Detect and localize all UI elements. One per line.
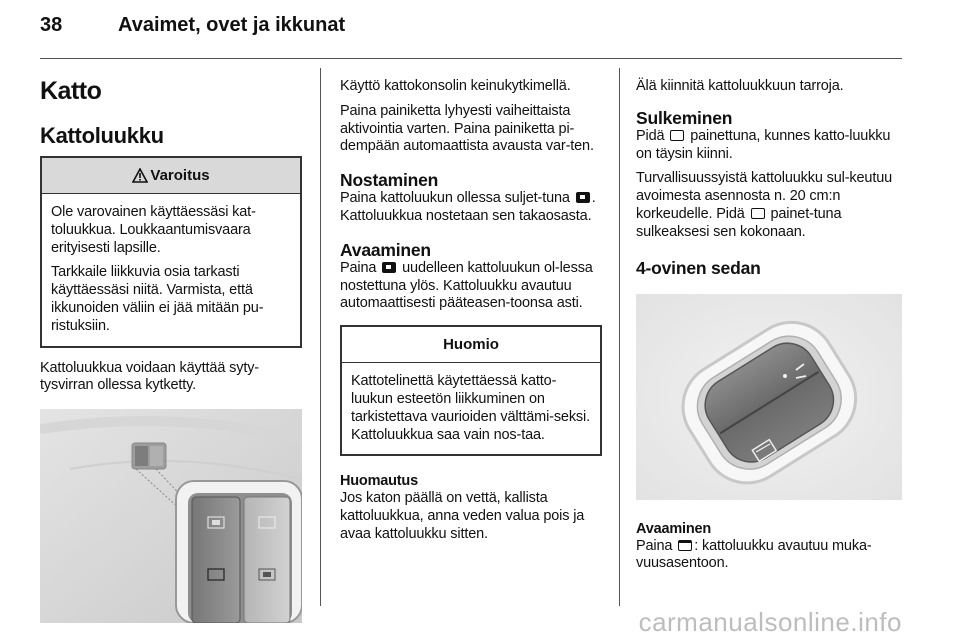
sedan-switch-photo [636, 294, 902, 500]
chapter-title: Avaimet, ovet ja ikkunat [118, 14, 346, 36]
section-subtitle: Kattoluukku [40, 123, 164, 148]
warning-box [40, 156, 302, 348]
paragraph: Älä kiinnitä kattoluukkuun tarroja. [636, 78, 844, 94]
note-text: Kattotelinettä käytettäessä katto-luukun esteetön liikkuminen on tarkistettava vaurioiden välttämi-seksi. Kattoluukkua saa vain nos-taa. [351, 373, 590, 443]
column-2 [340, 68, 602, 544]
paragraph: Pidä [636, 127, 665, 144]
paragraph: Paina painiketta lyhyesti vaiheittaista aktivointia varten. Paina painiketta pi-dempään automaattista avausta var-ten. [340, 102, 594, 155]
paragraph: : kattoluukku avautuu muka-vuusasentoon. [636, 537, 872, 572]
note-label: Huomio [443, 336, 499, 354]
warning-icon [132, 168, 148, 183]
column-3 [636, 68, 902, 573]
paragraph: Kattoluukkua voidaan käyttää syty-tysvirran ollessa kytketty. [40, 359, 259, 394]
paragraph: Paina [340, 259, 377, 276]
subheading-lift: Nostaminen [340, 170, 439, 191]
sunroof-tilt-icon [576, 192, 590, 203]
note-header [342, 327, 600, 363]
paragraph: Käyttö kattokonsolin keinukytkimellä. [340, 78, 571, 94]
subheading-open: Avaaminen [340, 239, 431, 260]
warning-header [42, 158, 300, 194]
sunroof-tilt-icon [382, 262, 396, 273]
page-header [40, 14, 345, 44]
watermark: carmanualsonline.info [638, 607, 902, 637]
sunroof-close-icon [670, 130, 684, 141]
paragraph: Paina [636, 537, 673, 554]
paragraph: uudelleen kattoluukun ol-lessa nostettuna ylös. Kattoluukku avautuu automaattisesti pääteasen-toonsa asti. [340, 259, 593, 312]
subheading-open-2: Avaaminen [636, 520, 712, 537]
subheading-close: Sulkeminen [636, 107, 733, 128]
warning-label: Varoitus [150, 167, 210, 184]
column-1 [40, 68, 302, 623]
roof-console-photo [40, 409, 302, 623]
page-number: 38 [40, 14, 63, 36]
paragraph: painettuna, kunnes katto-luukku on täysin kiinni. [636, 127, 891, 162]
note-box [340, 325, 602, 456]
column-divider [619, 68, 620, 606]
paragraph: Paina kattoluukun ollessa suljet-tuna [340, 190, 570, 207]
sunroof-close-icon [751, 208, 765, 219]
sunroof-comfort-icon [678, 540, 692, 551]
header-divider [40, 58, 902, 59]
paragraph: . Kattoluukkua nostetaan sen takaosasta. [340, 190, 596, 224]
subheading-sedan: 4-ovinen sedan [636, 257, 761, 278]
warning-text: Tarkkaile liikkuvia osia tarkasti käyttäessäsi niitä. Varmista, että ikkunoiden väliin ei jää mitään pu-ristuksiin. [51, 264, 264, 334]
remark-text: Jos katon päällä on vettä, kallista kattoluukkua, anna veden valua pois ja avaa kattoluukku sitten. [340, 490, 585, 542]
remark-heading: Huomautus [340, 473, 418, 490]
paragraph: Turvallisuussyistä kattoluukku sul-keutuu avoimesta asennosta n. 20 cm:n korkeudelle. Pidä [636, 170, 893, 222]
section-title: Katto [40, 77, 102, 105]
paragraph: painet-tuna sulkeaksesi sen kokonaan. [636, 205, 842, 240]
column-divider [320, 68, 321, 606]
warning-text: Ole varovainen käyttäessäsi kat-toluukkua. Loukkaantumisvaara erityisesti lapsille. [51, 204, 256, 256]
